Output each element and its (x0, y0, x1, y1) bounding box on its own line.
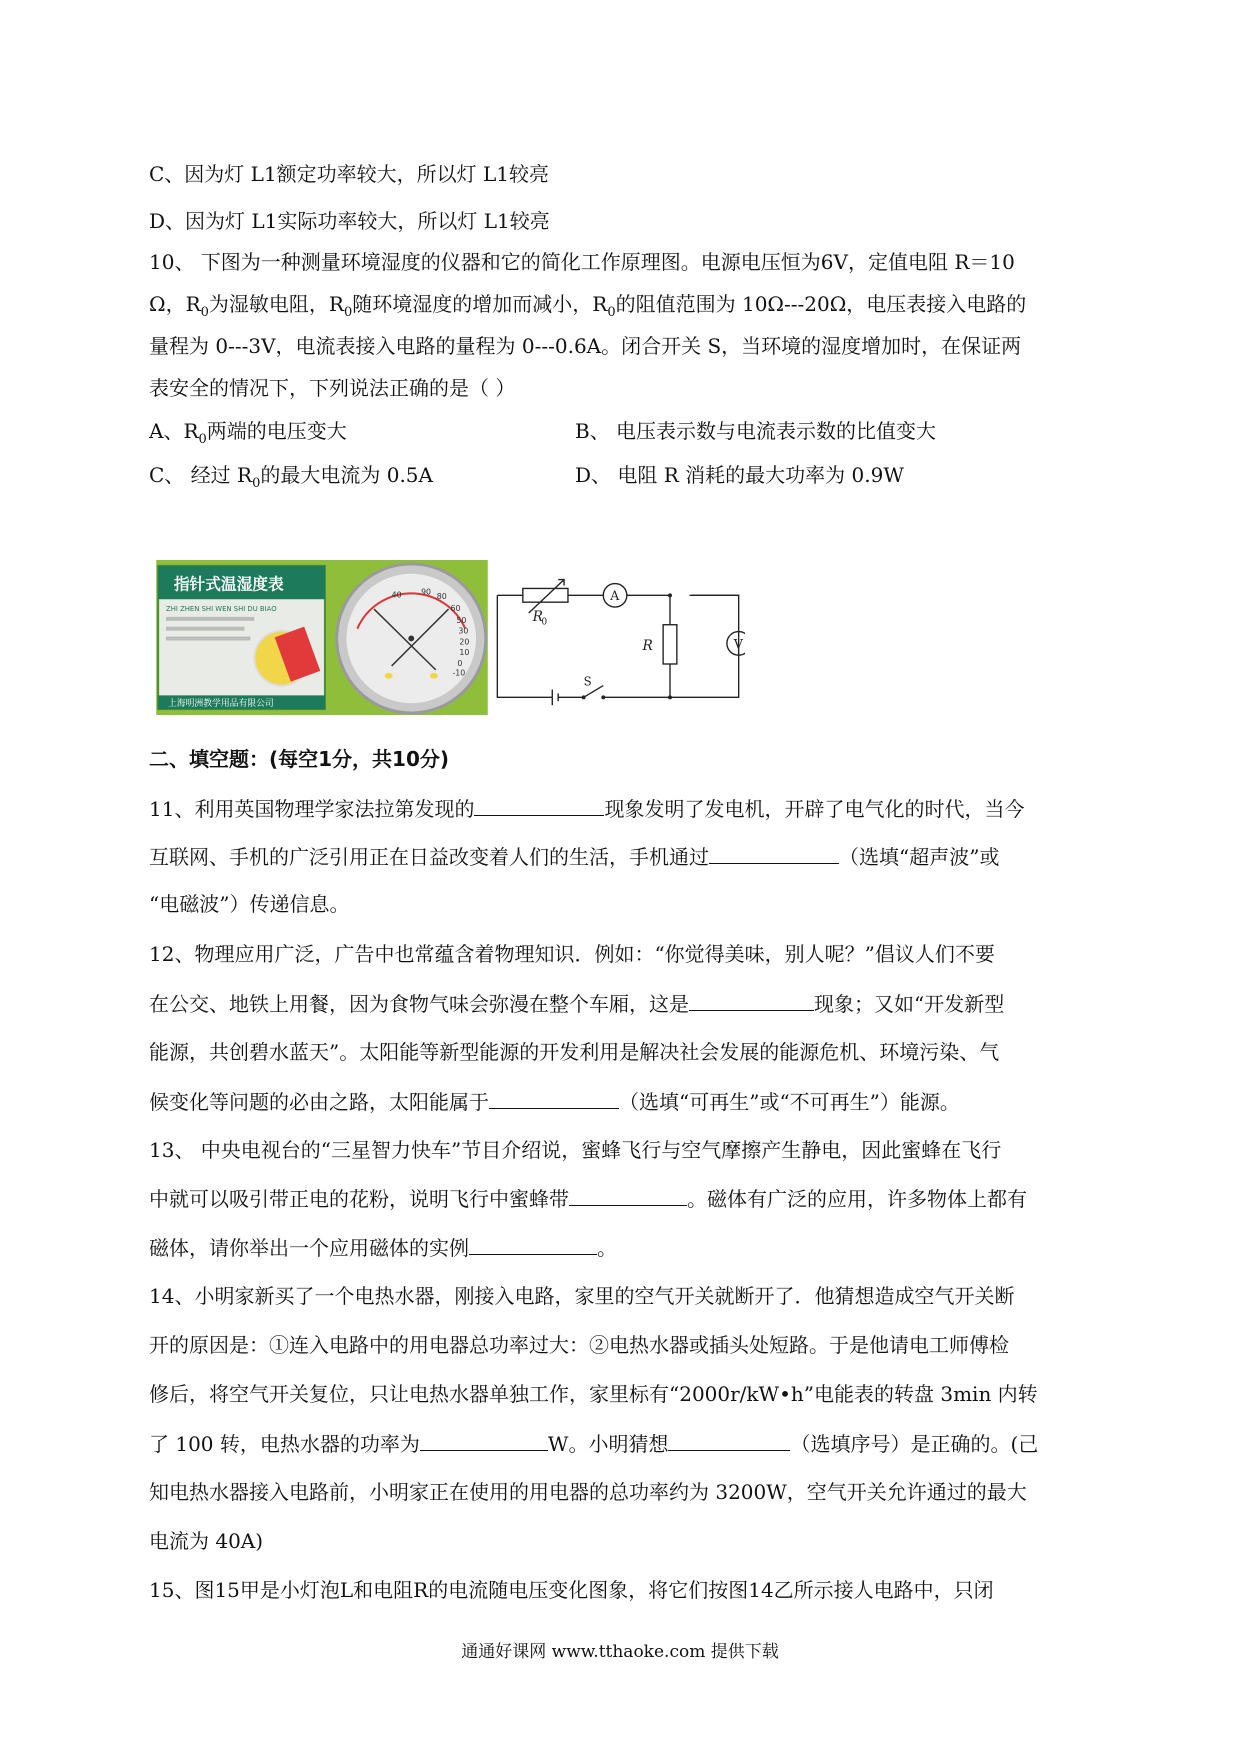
answer-blank[interactable] (689, 990, 814, 1011)
answer-blank[interactable] (489, 1088, 619, 1109)
q10-option-a: A、$R_0$两端的电压变大 (149, 419, 347, 447)
q12-line-4: 候变化等问题的必由之路，太阳能属于 （选填“可再生”或“不可再生”）能源。 (149, 1090, 960, 1114)
q10-line-2: Ω，$R_0$为湿敏电阻，$R_0$随环境湿度的增加而减小，$R_0$的阻值范围为 10Ω---20Ω，电压表接入电路的 (149, 292, 1027, 320)
svg-text:-10: -10 (452, 668, 466, 678)
q12-line-1: 12、物理应用广泛，广告中也常蕴含着物理知识．例如：“你觉得美味，别人呢？”倡议人们不要 (149, 942, 995, 966)
q10-line-1: 10、 下图为一种测量环境湿度的仪器和它的简化工作原理图。电源电压恒为6V，定值电阻 R＝10 (149, 250, 1015, 274)
q14-line-1: 14、小明家新买了一个电热水器，刚接入电路，家里的空气开关就断开了．他猜想造成空气开关断 (149, 1284, 1015, 1308)
q14-line-2: 开的原因是：①连入电路中的用电器总功率过大：②电热水器或插头处短路。于是他请电工师傅检 (149, 1333, 1009, 1357)
q13-line-1: 13、 中央电视台的“三星智力快车”节目介绍说，蜜蜂飞行与空气摩擦产生静电，因此蜜蜂在飞行 (149, 1138, 1002, 1162)
svg-text:50: 50 (456, 615, 467, 625)
r0-sub: 0 (541, 617, 548, 628)
switch-label: S (583, 674, 592, 689)
section-title: 二、填空题：(每空1分，共10分) (149, 747, 450, 771)
answer-blank[interactable] (469, 1234, 597, 1255)
resistor-label: R (642, 638, 653, 655)
svg-text:20: 20 (459, 637, 470, 647)
q10-line-4: 表安全的情况下，下列说法正确的是（ ） (149, 376, 516, 400)
r0-label: R (532, 608, 543, 625)
option-c: C、因为灯 L1额定功率较大，所以灯 L1较亮 (149, 162, 550, 186)
q10-option-b: B、 电压表示数与电流表示数的比值变大 (575, 419, 937, 443)
box-title: 指针式温湿度表 (173, 574, 284, 594)
circuit-diagram (491, 560, 745, 715)
page-footer: 通通好课网 www.tthaoke.com 提供下载 (461, 1642, 779, 1662)
q12-line-3: 能源，共创碧水蓝天”。太阳能等新型能源的开发利用是解决社会发展的能源危机、环境污染、气 (149, 1040, 1000, 1064)
svg-text:80: 80 (436, 592, 447, 602)
svg-text:60: 60 (450, 604, 461, 614)
svg-text:0: 0 (457, 658, 463, 668)
q13-line-3: 磁体，请你举出一个应用磁体的实例 。 (149, 1236, 617, 1260)
answer-blank[interactable] (420, 1430, 548, 1451)
q14-line-6: 电流为 40A) (149, 1529, 264, 1553)
svg-text:30: 30 (458, 626, 469, 636)
answer-blank[interactable] (668, 1430, 790, 1451)
svg-text:90: 90 (421, 587, 432, 597)
ammeter-label: A (610, 589, 620, 605)
voltmeter-label: V (733, 637, 743, 653)
q14-line-3: 修后，将空气开关复位，只让电热水器单独工作，家里标有“2000r/kW•h”电能表的转盘 3min 内转 (149, 1382, 1038, 1406)
q14-line-4: 了 100 转，电热水器的功率为 W。小明猜想 （选填序号）是正确的。(己 (149, 1432, 1039, 1456)
q11-line-2: 互联网、手机的广泛引用正在日益改变着人们的生活，手机通过 （选填“超声波”或 (149, 845, 1000, 869)
q11-line-3: “电磁波”）传递信息。 (149, 892, 350, 916)
q10-line-3: 量程为 0---3V，电流表接入电路的量程为 0---0.6A。闭合开关 S，当环境的湿度增加时，在保证两 (149, 334, 1022, 358)
box-maker: 上海明洲教学用品有限公司 (167, 699, 274, 710)
q12-line-2: 在公交、地铁上用餐，因为食物气味会弥漫在整个车厢，这是 现象；又如“开发新型 (149, 992, 1005, 1016)
q11-line-1: 11、利用英国物理学家法拉第发现的 现象发明了发电机，开辟了电气化的时代，当今 (149, 797, 1025, 821)
answer-blank[interactable] (474, 795, 604, 816)
svg-text:40: 40 (391, 590, 402, 600)
box-pinyin: ZHI ZHEN SHI WEN SHI DU BIAO (166, 605, 277, 614)
answer-blank[interactable] (709, 843, 839, 864)
q10-option-d: D、 电阻 R 消耗的最大功率为 0.9W (575, 463, 904, 487)
q14-line-5: 知电热水器接入电路前，小明家正在使用的用电器的总功率约为 3200W，空气开关允许通过的最大 (149, 1480, 1027, 1504)
q10-option-c: C、 经过 $R_0$的最大电流为 0.5A (149, 463, 433, 491)
q13-line-2: 中就可以吸引带正电的花粉，说明飞行中蜜蜂带 。磁体有广泛的应用，许多物体上都有 (149, 1187, 1027, 1211)
hygrometer-photo (153, 560, 491, 715)
option-d: D、因为灯 L1实际功率较大，所以灯 L1较亮 (149, 209, 550, 233)
q15-line-1: 15、图15甲是小灯泡L和电阻R的电流随电压变化图象，将它们按图14乙所示接人电路中，只闭 (149, 1578, 994, 1602)
svg-text:10: 10 (459, 648, 470, 658)
answer-blank[interactable] (569, 1185, 687, 1206)
